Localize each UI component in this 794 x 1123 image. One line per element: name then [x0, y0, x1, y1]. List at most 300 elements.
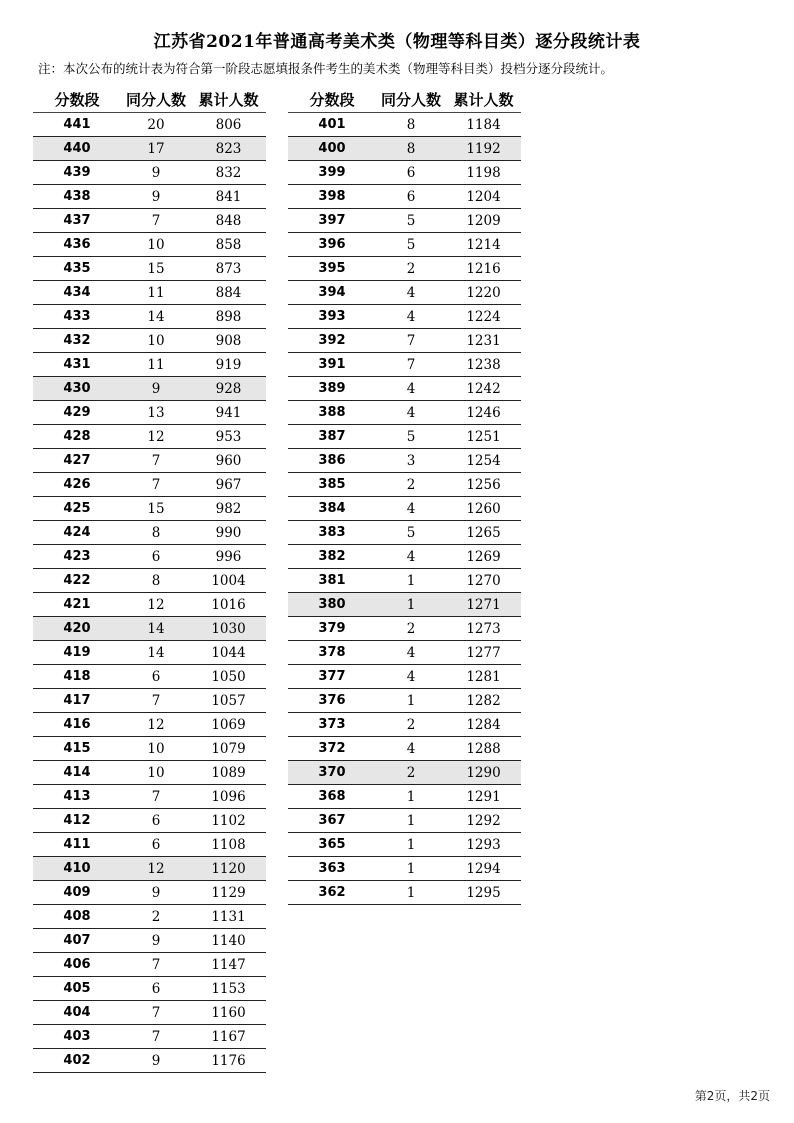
cell-same-count: 11: [147, 284, 165, 301]
cell-score: 388: [318, 405, 346, 420]
table-row: [33, 401, 266, 425]
table-row: [288, 569, 521, 593]
cell-same-count: 2: [406, 620, 416, 637]
cell-cumulative: 1120: [211, 860, 246, 877]
table-row: [288, 185, 521, 209]
cell-same-count: 4: [406, 644, 416, 661]
table-body: [33, 112, 266, 1073]
cell-cumulative: 1079: [211, 740, 246, 757]
cell-cumulative: 1057: [211, 692, 246, 709]
table-row: [288, 377, 521, 401]
table-row: [288, 617, 521, 641]
cell-same-count: 12: [147, 860, 165, 877]
cell-score: 392: [318, 333, 346, 348]
cell-score: 372: [318, 741, 346, 756]
table-row: [33, 761, 266, 785]
cell-same-count: 9: [151, 932, 161, 949]
score-table-right: [288, 86, 521, 905]
cell-same-count: 6: [406, 164, 416, 181]
table-row: [33, 545, 266, 569]
cell-score: 368: [318, 789, 346, 804]
cell-cumulative: 928: [215, 380, 242, 397]
table-row: [288, 353, 521, 377]
cell-score: 365: [318, 837, 346, 852]
cell-score: 439: [63, 165, 91, 180]
table-row: [288, 665, 521, 689]
cell-same-count: 6: [151, 548, 161, 565]
cell-score: 417: [63, 693, 91, 708]
cell-cumulative: 1198: [466, 164, 501, 181]
cell-score: 376: [318, 693, 346, 708]
cell-same-count: 2: [406, 716, 416, 733]
table-row: [33, 113, 266, 137]
cell-cumulative: 1220: [466, 284, 501, 301]
cell-same-count: 7: [151, 788, 161, 805]
table-row: [288, 593, 521, 617]
cell-cumulative: 1273: [466, 620, 501, 637]
cell-cumulative: 1140: [211, 932, 246, 949]
cell-cumulative: 1044: [211, 644, 246, 661]
cell-score: 396: [318, 237, 346, 252]
cell-score: 391: [318, 357, 346, 372]
table-row: [33, 209, 266, 233]
page-title: 江苏省2021年普通高考美术类（物理等科目类）逐分段统计表: [153, 32, 641, 52]
cell-score: 389: [318, 381, 346, 396]
table-row: [33, 353, 266, 377]
cell-same-count: 4: [406, 308, 416, 325]
cell-same-count: 6: [406, 188, 416, 205]
table-row: [288, 809, 521, 833]
header-score: 分数段: [309, 90, 355, 109]
cell-same-count: 13: [147, 404, 165, 421]
cell-cumulative: 1254: [466, 452, 501, 469]
cell-score: 410: [63, 861, 91, 876]
cell-same-count: 7: [151, 452, 161, 469]
table-row: [288, 425, 521, 449]
header-cumulative: 累计人数: [198, 90, 259, 109]
table-row: [33, 737, 266, 761]
cell-score: 424: [63, 525, 91, 540]
cell-score: 427: [63, 453, 91, 468]
cell-cumulative: 806: [215, 116, 242, 133]
cell-same-count: 9: [151, 1052, 161, 1069]
cell-same-count: 2: [406, 764, 416, 781]
cell-score: 436: [63, 237, 91, 252]
table-row: [33, 833, 266, 857]
table-note: 注：本次公布的统计表为符合第一阶段志愿填报条件考生的美术类（物理等科目类）投档分逐分段统计。: [38, 61, 614, 76]
cell-same-count: 8: [151, 572, 161, 589]
table-row: [288, 713, 521, 737]
cell-cumulative: 1282: [466, 692, 501, 709]
cell-cumulative: 1096: [211, 788, 246, 805]
cell-same-count: 7: [151, 1028, 161, 1045]
cell-same-count: 2: [151, 908, 161, 925]
table-row: [33, 473, 266, 497]
cell-cumulative: 1290: [466, 764, 501, 781]
cell-cumulative: 1295: [466, 884, 501, 901]
cell-same-count: 5: [406, 212, 416, 229]
cell-cumulative: 1260: [466, 500, 501, 517]
score-table-left: [33, 86, 266, 1073]
cell-score: 385: [318, 477, 346, 492]
cell-score: 406: [63, 957, 91, 972]
cell-score: 404: [63, 1005, 91, 1020]
cell-cumulative: 1030: [211, 620, 246, 637]
table-row: [33, 257, 266, 281]
cell-score: 403: [63, 1029, 91, 1044]
cell-same-count: 12: [147, 428, 165, 445]
table-row: [288, 857, 521, 881]
cell-score: 438: [63, 189, 91, 204]
table-row: [288, 545, 521, 569]
cell-score: 393: [318, 309, 346, 324]
table-row: [33, 977, 266, 1001]
table-row: [288, 257, 521, 281]
table-row: [33, 857, 266, 881]
table-header: [33, 86, 266, 112]
cell-cumulative: 1192: [466, 140, 501, 157]
table-row: [288, 209, 521, 233]
cell-score: 421: [63, 597, 91, 612]
cell-same-count: 8: [406, 116, 416, 133]
cell-same-count: 1: [406, 692, 416, 709]
cell-cumulative: 848: [215, 212, 242, 229]
cell-cumulative: 967: [215, 476, 242, 493]
cell-same-count: 4: [406, 380, 416, 397]
table-row: [33, 929, 266, 953]
cell-cumulative: 1293: [466, 836, 501, 853]
cell-cumulative: 1292: [466, 812, 501, 829]
cell-score: 367: [318, 813, 346, 828]
cell-cumulative: 832: [215, 164, 242, 181]
table-row: [288, 737, 521, 761]
cell-score: 380: [318, 597, 346, 612]
cell-cumulative: 898: [215, 308, 242, 325]
cell-same-count: 4: [406, 404, 416, 421]
table-row: [288, 281, 521, 305]
table-row: [33, 569, 266, 593]
table-row: [33, 305, 266, 329]
table-row: [33, 905, 266, 929]
table-row: [33, 425, 266, 449]
cell-same-count: 1: [406, 596, 416, 613]
cell-same-count: 5: [406, 524, 416, 541]
cell-score: 431: [63, 357, 91, 372]
table-row: [33, 1025, 266, 1049]
cell-same-count: 1: [406, 884, 416, 901]
cell-score: 370: [318, 765, 346, 780]
cell-cumulative: 884: [215, 284, 242, 301]
cell-cumulative: 1291: [466, 788, 501, 805]
cell-cumulative: 1265: [466, 524, 501, 541]
cell-score: 400: [318, 141, 346, 156]
cell-same-count: 7: [151, 956, 161, 973]
cell-score: 409: [63, 885, 91, 900]
cell-same-count: 4: [406, 500, 416, 517]
cell-score: 413: [63, 789, 91, 804]
cell-cumulative: 960: [215, 452, 242, 469]
cell-cumulative: 1242: [466, 380, 501, 397]
cell-cumulative: 1251: [466, 428, 501, 445]
table-row: [288, 113, 521, 137]
cell-score: 382: [318, 549, 346, 564]
header-same-count: 同分人数: [125, 90, 186, 109]
cell-same-count: 10: [147, 332, 165, 349]
table-row: [288, 449, 521, 473]
cell-cumulative: 1050: [211, 668, 246, 685]
cell-score: 405: [63, 981, 91, 996]
cell-cumulative: 858: [215, 236, 242, 253]
cell-cumulative: 1270: [466, 572, 501, 589]
table-row: [33, 137, 266, 161]
cell-score: 402: [63, 1053, 91, 1068]
cell-score: 434: [63, 285, 91, 300]
table-row: [33, 497, 266, 521]
cell-score: 398: [318, 189, 346, 204]
table-row: [288, 305, 521, 329]
cell-same-count: 7: [151, 212, 161, 229]
cell-cumulative: 1209: [466, 212, 501, 229]
cell-score: 429: [63, 405, 91, 420]
cell-same-count: 8: [151, 524, 161, 541]
cell-score: 381: [318, 573, 346, 588]
cell-score: 419: [63, 645, 91, 660]
table-row: [33, 1001, 266, 1025]
cell-same-count: 12: [147, 596, 165, 613]
table-row: [33, 521, 266, 545]
cell-score: 407: [63, 933, 91, 948]
cell-same-count: 9: [151, 164, 161, 181]
table-row: [33, 689, 266, 713]
cell-same-count: 20: [147, 116, 165, 133]
table-row: [288, 761, 521, 785]
cell-cumulative: 873: [215, 260, 242, 277]
table-row: [33, 329, 266, 353]
cell-cumulative: 841: [215, 188, 242, 205]
cell-cumulative: 1224: [466, 308, 501, 325]
cell-score: 394: [318, 285, 346, 300]
table-row: [288, 689, 521, 713]
cell-same-count: 1: [406, 572, 416, 589]
cell-same-count: 5: [406, 428, 416, 445]
cell-same-count: 7: [151, 692, 161, 709]
table-row: [288, 497, 521, 521]
cell-cumulative: 1147: [211, 956, 246, 973]
table-row: [33, 1049, 266, 1073]
cell-same-count: 1: [406, 860, 416, 877]
header-same-count: 同分人数: [380, 90, 441, 109]
cell-cumulative: 1246: [466, 404, 501, 421]
table-row: [33, 449, 266, 473]
cell-same-count: 6: [151, 668, 161, 685]
cell-same-count: 7: [151, 476, 161, 493]
table-row: [288, 137, 521, 161]
cell-same-count: 1: [406, 812, 416, 829]
cell-same-count: 3: [406, 452, 416, 469]
cell-same-count: 7: [406, 332, 416, 349]
cell-cumulative: 1269: [466, 548, 501, 565]
cell-same-count: 2: [406, 260, 416, 277]
cell-score: 432: [63, 333, 91, 348]
cell-cumulative: 1129: [211, 884, 246, 901]
cell-cumulative: 990: [215, 524, 242, 541]
cell-cumulative: 1004: [211, 572, 246, 589]
cell-cumulative: 1271: [466, 596, 501, 613]
table-row: [288, 833, 521, 857]
cell-score: 440: [63, 141, 91, 156]
cell-cumulative: 1238: [466, 356, 501, 373]
table-row: [33, 881, 266, 905]
table-row: [33, 641, 266, 665]
table-row: [33, 233, 266, 257]
cell-same-count: 6: [151, 836, 161, 853]
table-row: [33, 161, 266, 185]
cell-score: 422: [63, 573, 91, 588]
cell-cumulative: 941: [215, 404, 242, 421]
cell-score: 435: [63, 261, 91, 276]
cell-score: 377: [318, 669, 346, 684]
cell-score: 415: [63, 741, 91, 756]
cell-same-count: 12: [147, 716, 165, 733]
cell-score: 384: [318, 501, 346, 516]
cell-cumulative: 1277: [466, 644, 501, 661]
cell-score: 414: [63, 765, 91, 780]
cell-score: 362: [318, 885, 346, 900]
table-body: [288, 112, 521, 905]
cell-same-count: 15: [147, 260, 165, 277]
cell-same-count: 4: [406, 668, 416, 685]
cell-score: 412: [63, 813, 91, 828]
cell-score: 399: [318, 165, 346, 180]
cell-cumulative: 1131: [211, 908, 246, 925]
table-row: [33, 281, 266, 305]
cell-score: 411: [63, 837, 91, 852]
cell-cumulative: 1288: [466, 740, 501, 757]
cell-same-count: 2: [406, 476, 416, 493]
page-number: 第2页，共2页: [694, 1089, 770, 1103]
cell-score: 379: [318, 621, 346, 636]
cell-same-count: 10: [147, 740, 165, 757]
cell-cumulative: 1160: [211, 1004, 246, 1021]
cell-cumulative: 1184: [466, 116, 501, 133]
cell-cumulative: 1102: [211, 812, 246, 829]
cell-same-count: 7: [151, 1004, 161, 1021]
cell-cumulative: 1016: [211, 596, 246, 613]
cell-cumulative: 1214: [466, 236, 501, 253]
cell-score: 408: [63, 909, 91, 924]
cell-score: 418: [63, 669, 91, 684]
cell-same-count: 9: [151, 884, 161, 901]
cell-cumulative: 1176: [211, 1052, 246, 1069]
cell-score: 401: [318, 117, 346, 132]
cell-score: 423: [63, 549, 91, 564]
cell-same-count: 9: [151, 188, 161, 205]
table-row: [288, 329, 521, 353]
table-row: [33, 713, 266, 737]
cell-cumulative: 1231: [466, 332, 501, 349]
cell-score: 386: [318, 453, 346, 468]
cell-cumulative: 1153: [211, 980, 246, 997]
cell-score: 378: [318, 645, 346, 660]
cell-cumulative: 1089: [211, 764, 246, 781]
table-header: [288, 86, 521, 112]
cell-same-count: 8: [406, 140, 416, 157]
cell-cumulative: 1256: [466, 476, 501, 493]
table-row: [33, 953, 266, 977]
cell-cumulative: 982: [215, 500, 242, 517]
cell-same-count: 7: [406, 356, 416, 373]
cell-cumulative: 1284: [466, 716, 501, 733]
cell-score: 395: [318, 261, 346, 276]
cell-score: 420: [63, 621, 91, 636]
cell-cumulative: 1216: [466, 260, 501, 277]
cell-same-count: 4: [406, 284, 416, 301]
table-row: [33, 377, 266, 401]
cell-cumulative: 1108: [211, 836, 246, 853]
table-row: [288, 401, 521, 425]
cell-cumulative: 1294: [466, 860, 501, 877]
table-row: [33, 665, 266, 689]
cell-same-count: 10: [147, 236, 165, 253]
table-row: [33, 809, 266, 833]
cell-same-count: 1: [406, 788, 416, 805]
cell-score: 430: [63, 381, 91, 396]
table-row: [288, 881, 521, 905]
table-row: [288, 233, 521, 257]
cell-cumulative: 953: [215, 428, 242, 445]
cell-same-count: 14: [147, 308, 165, 325]
cell-cumulative: 996: [215, 548, 242, 565]
cell-score: 397: [318, 213, 346, 228]
table-row: [33, 593, 266, 617]
header-cumulative: 累计人数: [453, 90, 514, 109]
cell-score: 387: [318, 429, 346, 444]
cell-same-count: 14: [147, 644, 165, 661]
table-row: [33, 785, 266, 809]
table-row: [288, 521, 521, 545]
header-score: 分数段: [54, 90, 100, 109]
cell-score: 363: [318, 861, 346, 876]
cell-same-count: 4: [406, 548, 416, 565]
cell-same-count: 11: [147, 356, 165, 373]
cell-score: 426: [63, 477, 91, 492]
table-row: [288, 473, 521, 497]
cell-same-count: 10: [147, 764, 165, 781]
cell-same-count: 17: [147, 140, 165, 157]
cell-same-count: 5: [406, 236, 416, 253]
table-row: [33, 185, 266, 209]
cell-score: 441: [63, 117, 91, 132]
cell-cumulative: 1281: [466, 668, 501, 685]
table-row: [288, 785, 521, 809]
cell-cumulative: 1069: [211, 716, 246, 733]
cell-cumulative: 823: [215, 140, 242, 157]
cell-same-count: 1: [406, 836, 416, 853]
table-row: [33, 617, 266, 641]
cell-cumulative: 908: [215, 332, 242, 349]
cell-same-count: 14: [147, 620, 165, 637]
cell-same-count: 15: [147, 500, 165, 517]
table-row: [288, 161, 521, 185]
cell-same-count: 6: [151, 812, 161, 829]
cell-cumulative: 1167: [211, 1028, 246, 1045]
cell-same-count: 9: [151, 380, 161, 397]
cell-score: 416: [63, 717, 91, 732]
cell-cumulative: 1204: [466, 188, 501, 205]
cell-score: 425: [63, 501, 91, 516]
cell-same-count: 6: [151, 980, 161, 997]
cell-score: 383: [318, 525, 346, 540]
